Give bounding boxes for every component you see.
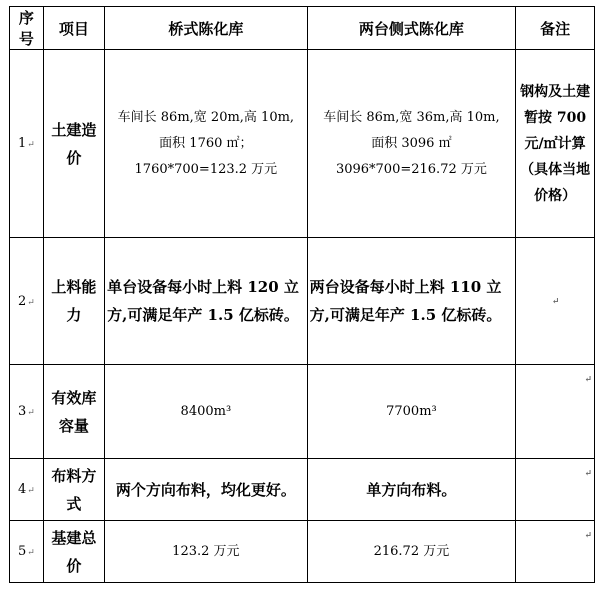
table-row	[10, 521, 595, 583]
note-cell: ↵	[516, 521, 595, 583]
bridge-type-cell: 123.2 万元	[105, 521, 308, 583]
note-cell: ↵	[516, 238, 595, 365]
row-item: 土建造价	[43, 50, 104, 238]
row-number: 3↵	[10, 365, 44, 459]
bridge-type-cell: 单台设备每小时上料 120 立方,可满足年产 1.5 亿标砖。	[105, 238, 308, 365]
table-row	[10, 50, 595, 238]
bridge-type-cell: 8400m³	[105, 365, 308, 459]
table-row	[10, 365, 595, 459]
row-number: 5↵	[10, 521, 44, 583]
side-type-cell: 两台设备每小时上料 110 立方,可满足年产 1.5 亿标砖。	[307, 238, 516, 365]
row-number: 2↵	[10, 238, 44, 365]
header-note: 备注	[516, 7, 595, 50]
comparison-table	[9, 6, 595, 583]
bridge-type-cell: 车间长 86m,宽 20m,高 10m, 面积 1760 ㎡； 1760*700=123.2 万元	[105, 50, 308, 238]
table-row	[10, 238, 595, 365]
side-type-cell: 216.72 万元	[307, 521, 516, 583]
header-side-type: 两台侧式陈化库	[307, 7, 516, 50]
note-cell: 钢构及土建暂按 700 元/㎡计算（具体当地价格）	[516, 50, 595, 238]
row-item: 有效库容量	[43, 365, 104, 459]
side-type-cell: 7700m³	[307, 365, 516, 459]
row-number: 1↵	[10, 50, 44, 238]
bridge-type-cell: 两个方向布料，均化更好。	[105, 459, 308, 521]
side-type-cell: 车间长 86m,宽 36m,高 10m, 面积 3096 ㎡ 3096*700=216.72 万元	[307, 50, 516, 238]
header-item: 项目	[43, 7, 104, 50]
row-item: 基建总价	[43, 521, 104, 583]
note-cell: ↵	[516, 365, 595, 459]
row-number: 4↵	[10, 459, 44, 521]
side-type-cell: 单方向布料。	[307, 459, 516, 521]
row-item: 上料能力	[43, 238, 104, 365]
note-cell: ↵	[516, 459, 595, 521]
table-row	[10, 459, 595, 521]
header-row	[10, 7, 595, 50]
row-item: 布料方式	[43, 459, 104, 521]
header-bridge-type: 桥式陈化库	[105, 7, 308, 50]
header-num: 序号	[10, 7, 44, 50]
